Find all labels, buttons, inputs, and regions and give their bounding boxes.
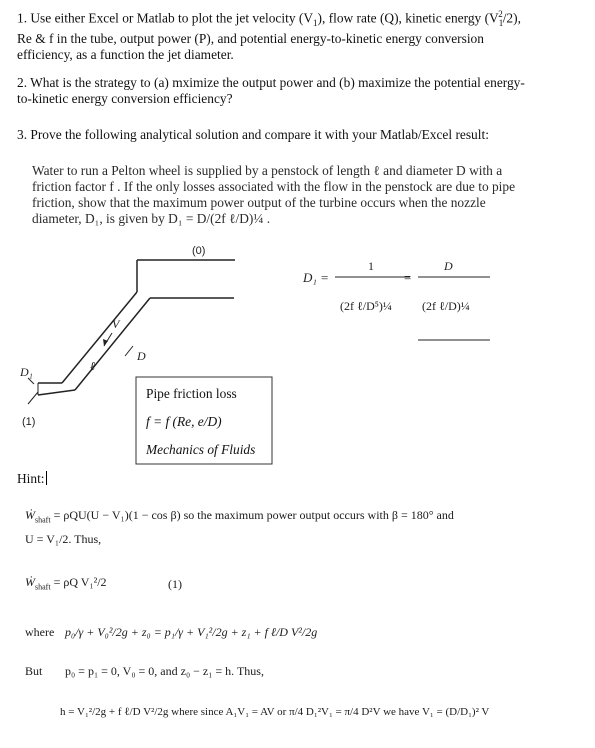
hint-eq1: Ẇ$_{shaft}$ = ρQ V₁²/2 <box>25 575 107 592</box>
hint-where-label: where <box>25 625 55 639</box>
penstock-upper-wall <box>62 292 137 383</box>
label-velocity: V <box>112 317 120 331</box>
q2-line1: 2. What is the strategy to (a) mximize the output power and (b) maximize the potential energy- <box>17 75 525 90</box>
label-state-1: (1) <box>22 416 36 428</box>
hint-line2: U = V₁/2. Thus, <box>25 532 102 546</box>
formula-lhs: D₁ = <box>303 270 329 285</box>
formula-eq: = <box>404 270 412 285</box>
hint-where-eq: p₀/γ + V₀²/2g + z₀ = p₁/γ + V₁²/2g + z₁ + f ℓ/D V²/2g <box>65 625 318 639</box>
label-state-0: (0) <box>192 245 206 257</box>
formula-num2: D <box>444 259 453 273</box>
question-1: 1. Use either Excel or Matlab to plot the jet velocity $(V_1)$, flow rate (Q), kinetic energy $(V_1^2/2)$, Re & f in the tube, output power (P), and potential energy-to-kinetic energy conversion efficiency, as a function the jet diameter. <box>17 9 521 63</box>
box-line3: Mechanics of Fluids <box>146 442 256 457</box>
q1-text-b: ), flow rate (Q), kinetic energy (V <box>317 10 499 26</box>
label-nozzle-diameter: D₁ <box>20 365 33 379</box>
excerpt-line1: Water to run a Pelton wheel is supplied by a penstock of length ℓ and diameter D with a <box>32 163 503 178</box>
hint-but-eq: p₀ = p₁ = 0, V₀ = 0, and z₀ − z₁ = h. Thus, <box>65 664 264 678</box>
label-length: ℓ <box>90 359 95 373</box>
formula-den1: (2f ℓ/D⁵)¼ <box>340 299 392 313</box>
q1-text-a: 1. Use either Excel or Matlab to plot the jet velocity (V <box>17 10 313 26</box>
hint-label: Hint: <box>17 471 45 486</box>
formula-den2: (2f ℓ/D)¼ <box>422 299 470 313</box>
box-line2: f = f (Re, e/D) <box>146 414 222 429</box>
formula-num1: 1 <box>368 259 374 273</box>
q2-line2: to-kinetic energy conversion efficiency? <box>17 91 233 106</box>
q1-text-c: /2), <box>502 10 521 26</box>
hint-eq1-number: (1) <box>168 577 182 591</box>
q1-line2: Re & f in the tube, output power (P), and potential energy-to-kinetic energy conversion <box>17 31 484 47</box>
hint-final-eq: h = V₁²/2g + f ℓ/D V²/2g where since A₁V₁ = AV or π/4 D₁²V₁ = π/4 D²V we have V₁ = (D/D₁)² V <box>60 706 490 718</box>
excerpt-line2: friction factor f . If the only losses associated with the flow in the penstock are due to pipe <box>32 179 516 194</box>
excerpt-line4: diameter, D₁, is given by D₁ = D/(2f ℓ/D)¼ . <box>32 211 271 226</box>
penstock-lower-wall <box>75 298 150 390</box>
box-line1: Pipe friction loss <box>146 386 237 401</box>
q1-line3: efficiency, as a function the jet diameter. <box>17 47 234 63</box>
excerpt-line3: friction, show that the maximum power output of the turbine occurs when the nozzle <box>32 195 486 210</box>
hint-but-label: But <box>25 664 43 678</box>
hint-line1: Ẇ$_{shaft}$ = ρQU(U − V₁)(1 − cos β) so the maximum power output occurs with β = 180° and <box>25 508 454 525</box>
diameter-arrow <box>125 346 133 356</box>
label-diameter: D <box>137 349 146 363</box>
nozzle-bottom <box>38 390 75 395</box>
q3-text: 3. Prove the following analytical solution and compare it with your Matlab/Excel result: <box>17 127 489 142</box>
jet-arrow-line <box>28 392 38 404</box>
